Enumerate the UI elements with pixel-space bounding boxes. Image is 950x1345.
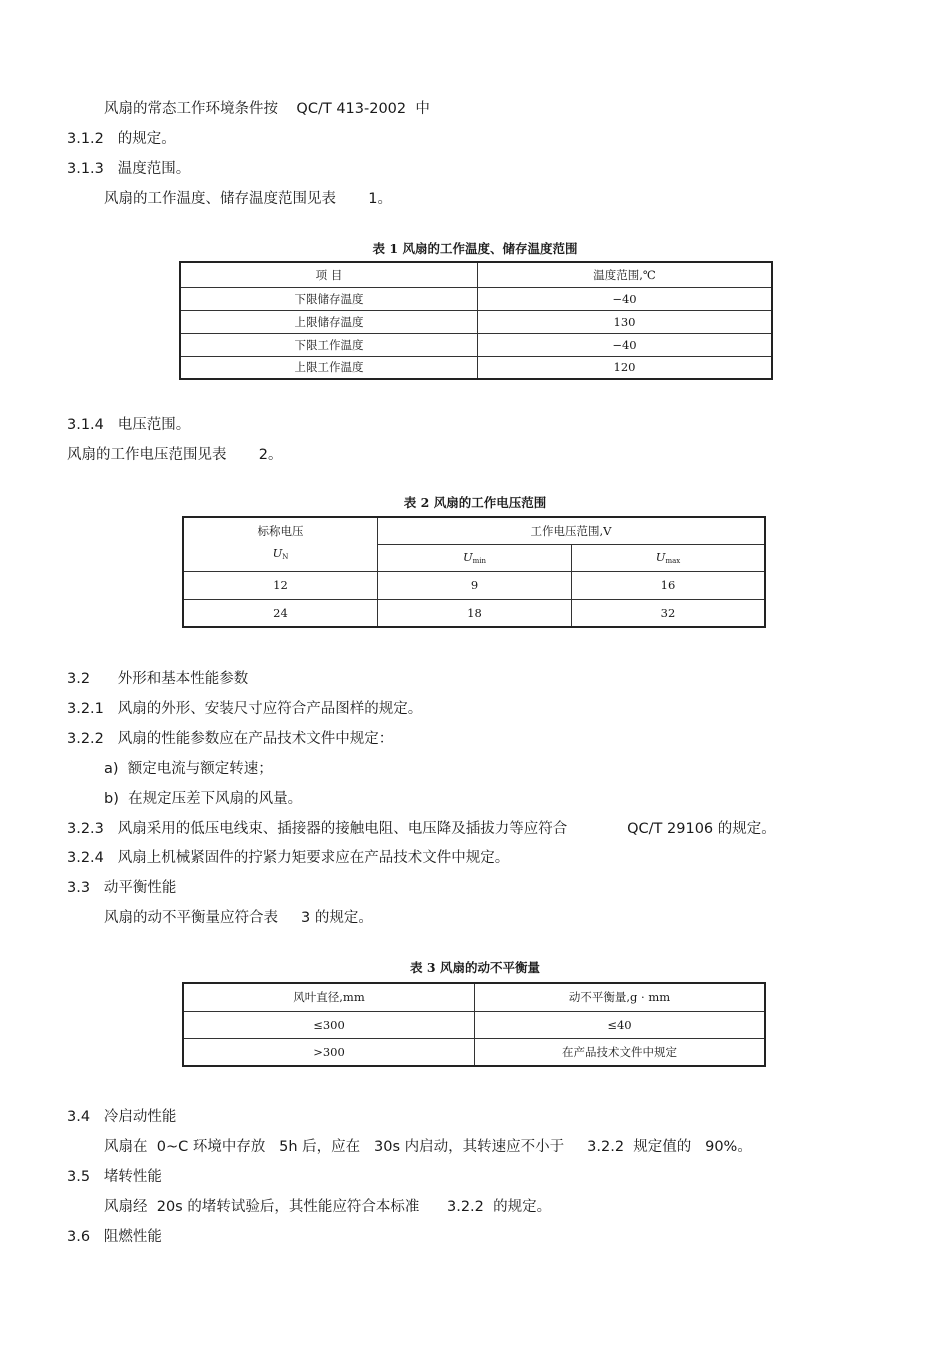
table2-header-max <box>572 544 766 571</box>
list-item-b: b) 在规定压差下风扇的风量。 <box>104 791 303 807</box>
table1-cell: −40 <box>478 333 773 356</box>
table2-header-min <box>378 544 572 571</box>
table2-header-range: 工作电压范围,V <box>378 517 766 544</box>
table3-cell: >300 <box>183 1038 475 1066</box>
table-row <box>183 1011 765 1038</box>
table-row <box>180 310 772 333</box>
table1-cell: 下限储存温度 <box>180 287 478 310</box>
clause-3-1-4: 3.1.4 电压范围。 <box>67 417 191 433</box>
clause-3-1-3: 3.1.3 温度范围。 <box>67 161 191 177</box>
paragraph-temp-range: 风扇的工作温度、储存温度范围见表 1。 <box>104 191 392 207</box>
clause-3-2: 3.2 外形和基本性能参数 <box>67 671 249 687</box>
table-row <box>183 1038 765 1066</box>
table-row <box>183 599 765 627</box>
table1-cell: 上限工作温度 <box>180 356 478 379</box>
table2-header-nominal-label: 标称电压 <box>257 524 304 539</box>
table2-max-symbol: U <box>655 550 666 564</box>
clause-3-2-3: 3.2.3 风扇采用的低压电线束、插接器的接触电阻、电压降及插拔力等应符合 QC/T 29106 的规定。 <box>67 821 776 837</box>
clause-3-2-2: 3.2.2 风扇的性能参数应在产品技术文件中规定： <box>67 731 394 747</box>
clause-3-3: 3.3 动平衡性能 <box>67 880 177 896</box>
list-item-a: a) 额定电流与额定转速； <box>104 761 273 777</box>
clause-3-6: 3.6 阻燃性能 <box>67 1229 162 1245</box>
table-row <box>180 333 772 356</box>
table2-cell: 9 <box>378 571 572 599</box>
table2 <box>182 516 766 628</box>
table3 <box>182 982 766 1067</box>
paragraph-stall: 风扇经 20s 的堵转试验后，其性能应符合本标准 3.2.2 的规定。 <box>104 1199 552 1215</box>
table1 <box>179 261 773 380</box>
table2-cell: 16 <box>572 571 766 599</box>
table2-max-subscript: max <box>665 557 681 565</box>
table3-cell: ≤40 <box>475 1011 766 1038</box>
table2-cell: 12 <box>183 571 378 599</box>
table3-header-diameter: 风叶直径,mm <box>183 983 475 1011</box>
table1-cell: 130 <box>478 310 773 333</box>
table3-header-unbalance: 动不平衡量,g · mm <box>475 983 766 1011</box>
paragraph-voltage-range: 风扇的工作电压范围见表 2。 <box>67 447 283 463</box>
table1-cell: 120 <box>478 356 773 379</box>
paragraph-work-env: 风扇的常态工作环境条件按 QC/T 413-2002 中 <box>104 101 430 117</box>
table2-cell: 24 <box>183 599 378 627</box>
table3-caption: 表 3 风扇的动不平衡量 <box>410 960 540 975</box>
clause-3-2-1: 3.2.1 风扇的外形、安装尺寸应符合产品图样的规定。 <box>67 701 423 717</box>
table2-min-subscript: min <box>472 557 487 565</box>
table-row <box>180 287 772 310</box>
table2-cell: 18 <box>378 599 572 627</box>
clause-3-5: 3.5 堵转性能 <box>67 1169 162 1185</box>
clause-3-1-2: 3.1.2 的规定。 <box>67 131 176 147</box>
table2-min-symbol: U <box>462 550 473 564</box>
table1-header-range: 温度范围,℃ <box>478 262 773 287</box>
table1-cell: 下限工作温度 <box>180 333 478 356</box>
clause-3-2-4: 3.2.4 风扇上机械紧固件的拧紧力矩要求应在产品技术文件中规定。 <box>67 850 510 866</box>
table2-nominal-subscript: N <box>282 553 289 562</box>
table3-cell: ≤300 <box>183 1011 475 1038</box>
table1-cell: 上限储存温度 <box>180 310 478 333</box>
table1-cell: −40 <box>478 287 773 310</box>
table2-caption: 表 2 风扇的工作电压范围 <box>403 495 547 510</box>
table3-cell: 在产品技术文件中规定 <box>475 1038 766 1066</box>
table1-caption: 表 1 风扇的工作温度、储存温度范围 <box>372 241 578 256</box>
clause-3-4: 3.4 冷启动性能 <box>67 1109 177 1125</box>
table1-header-item: 项 目 <box>180 262 478 287</box>
table2-nominal-symbol: U <box>272 546 283 561</box>
table-row <box>180 356 772 379</box>
table2-cell: 32 <box>572 599 766 627</box>
table2-header-nominal <box>183 517 378 571</box>
table-row <box>183 571 765 599</box>
paragraph-cold-start: 风扇在 0~C 环境中存放 5h 后，应在 30s 内启动，其转速应不小于 3.2.2 规定值的 90%。 <box>104 1139 752 1155</box>
paragraph-balance: 风扇的动不平衡量应符合表 3 的规定。 <box>104 910 373 926</box>
